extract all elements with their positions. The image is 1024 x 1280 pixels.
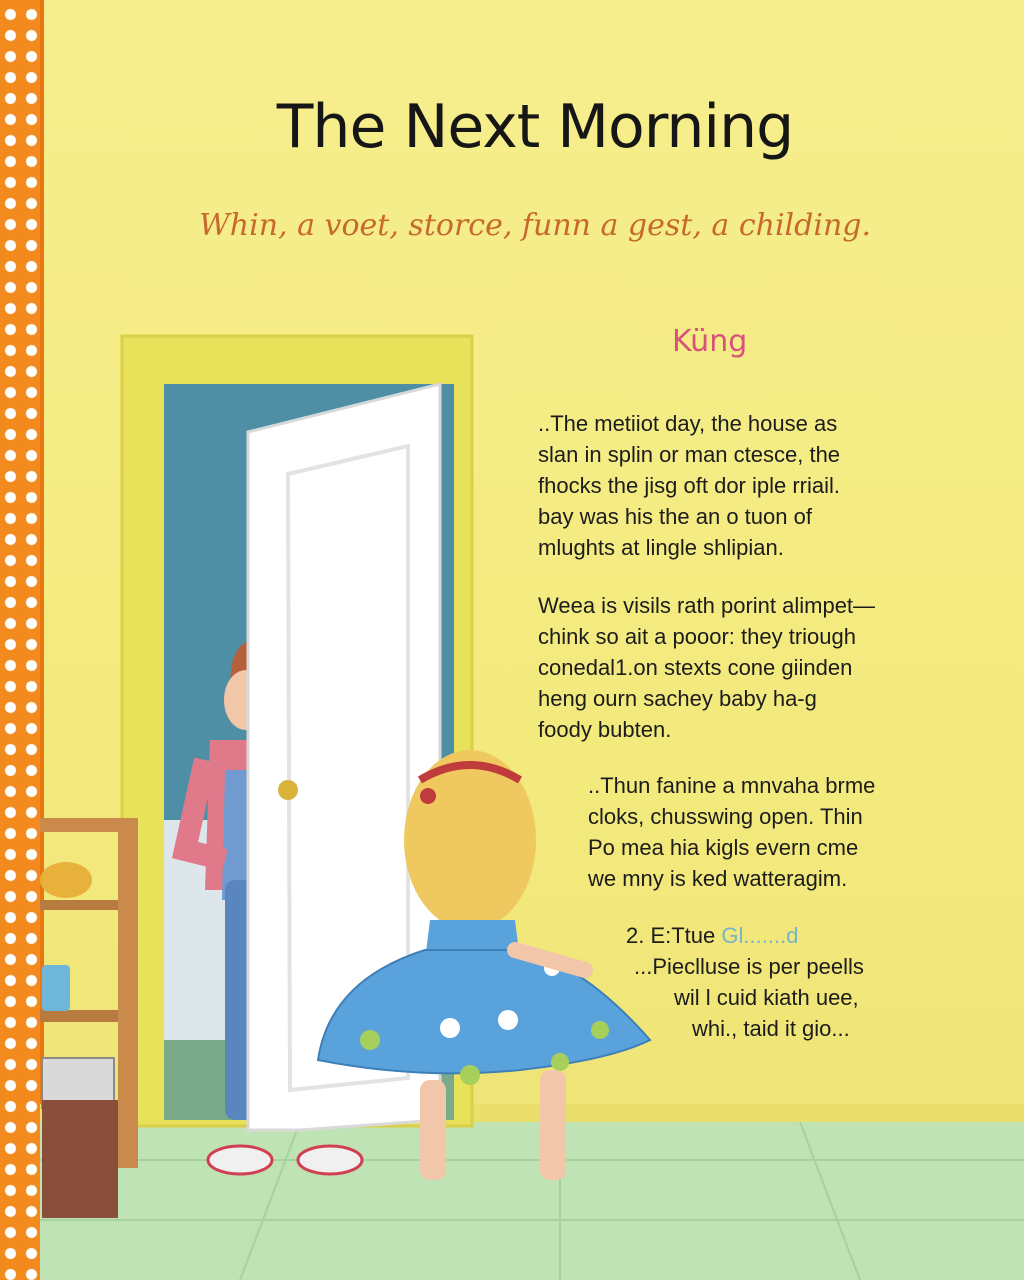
story-line: bay was his the an o tuon of (538, 504, 812, 529)
story-line: ..The metiiot day, the house as (538, 411, 838, 436)
story-line: cloks, chusswing open. Thin (588, 804, 863, 829)
story-line: ...Pieclluse is per peells (634, 954, 864, 979)
story-line: fhocks the jisg oft dor iple rriail. (538, 473, 841, 498)
story-line: Po mea hia kigls evern cme (588, 835, 859, 860)
floor (40, 1120, 1024, 1280)
story-line: conedal1.on stexts cone giinden (538, 655, 853, 680)
section-label: Küng (672, 324, 748, 359)
story-line: foody bubten. (538, 717, 672, 742)
story-paragraph (538, 408, 840, 563)
story-paragraph (588, 770, 875, 894)
page-subtitle: Whin, a voet, storce, funn a gest, a childing. (198, 208, 872, 243)
page-title: The Next Morning (276, 92, 794, 162)
mother-shoe-right (298, 1146, 362, 1174)
story-line: we mny is ked watteragim. (588, 866, 848, 891)
mother-shoe-left (208, 1146, 272, 1174)
story-line: Weea is visils rath porint alimpet— (538, 593, 876, 618)
story-line: ..Thun fanine a mnvaha brme (588, 773, 876, 798)
story-heading-line (626, 920, 864, 951)
story-paragraph (626, 920, 864, 1044)
side-shelf (40, 818, 138, 1218)
story-line: slan in splin or man ctesce, the (538, 442, 841, 467)
story-heading-faded: Gl.......d (721, 923, 799, 948)
story-paragraph (538, 590, 875, 745)
story-line: chink so ait a pooor: they triough (538, 624, 856, 649)
story-line: wil l cuid kiath uee, (674, 985, 859, 1010)
story-heading: 2. E:Ttue (626, 923, 716, 948)
story-line: mlughts at lingle shlipian. (538, 535, 784, 560)
story-line: whi., taid it gio... (692, 1016, 850, 1041)
door-knob (278, 780, 298, 800)
story-line: heng ourn sachey baby ha-g (538, 686, 817, 711)
